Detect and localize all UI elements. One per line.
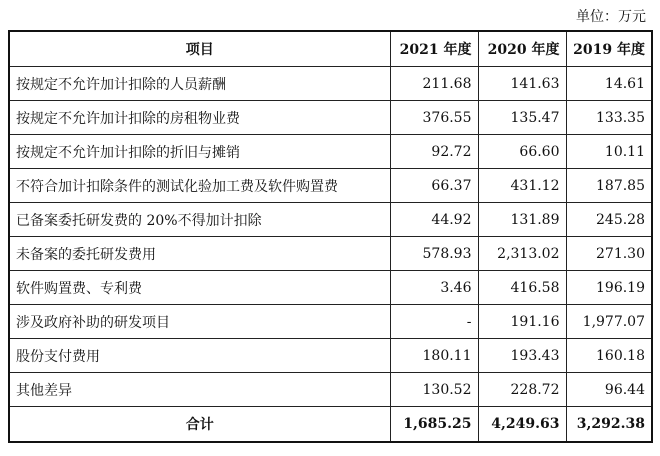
value-2020: 141.63 (478, 67, 566, 101)
table-row (9, 169, 652, 203)
value-2019: 160.18 (566, 339, 652, 373)
row-item: 其他差异 (9, 373, 390, 407)
row-item: 股份支付费用 (9, 339, 390, 373)
value-2019: 196.19 (566, 271, 652, 305)
value-2019: 245.28 (566, 203, 652, 237)
total-2020: 4,249.63 (478, 407, 566, 443)
value-2021: 376.55 (390, 101, 478, 135)
table-row (9, 271, 652, 305)
table-row (9, 135, 652, 169)
table-row (9, 101, 652, 135)
header-2020: 2020 年度 (478, 31, 566, 67)
table-row (9, 203, 652, 237)
row-item: 按规定不允许加计扣除的房租物业费 (9, 101, 390, 135)
row-item: 不符合加计扣除条件的测试化验加工费及软件购置费 (9, 169, 390, 203)
total-row (9, 407, 652, 443)
row-item: 按规定不允许加计扣除的折旧与摊销 (9, 135, 390, 169)
table-row (9, 339, 652, 373)
expense-adjustment-table (8, 30, 653, 443)
table-row (9, 67, 652, 101)
value-2020: 191.16 (478, 305, 566, 339)
value-2021: 130.52 (390, 373, 478, 407)
table-header-row (9, 31, 652, 67)
value-2021: 578.93 (390, 237, 478, 271)
value-2021: 92.72 (390, 135, 478, 169)
table-row (9, 305, 652, 339)
row-item: 按规定不允许加计扣除的人员薪酬 (9, 67, 390, 101)
value-2020: 228.72 (478, 373, 566, 407)
row-item: 未备案的委托研发费用 (9, 237, 390, 271)
value-2021: 44.92 (390, 203, 478, 237)
value-2019: 187.85 (566, 169, 652, 203)
table-row (9, 237, 652, 271)
value-2020: 131.89 (478, 203, 566, 237)
value-2020: 416.58 (478, 271, 566, 305)
value-2021: 180.11 (390, 339, 478, 373)
row-item: 已备案委托研发费的 20%不得加计扣除 (9, 203, 390, 237)
value-2020: 2,313.02 (478, 237, 566, 271)
value-2019: 1,977.07 (566, 305, 652, 339)
value-2019: 271.30 (566, 237, 652, 271)
unit-label: 单位：万元 (576, 9, 646, 25)
value-2019: 133.35 (566, 101, 652, 135)
value-2021: 211.68 (390, 67, 478, 101)
header-2019: 2019 年度 (566, 31, 652, 67)
total-2021: 1,685.25 (390, 407, 478, 443)
row-item: 软件购置费、专利费 (9, 271, 390, 305)
total-label: 合计 (9, 407, 390, 443)
value-2020: 193.43 (478, 339, 566, 373)
value-2021: 3.46 (390, 271, 478, 305)
value-2020: 66.60 (478, 135, 566, 169)
row-item: 涉及政府补助的研发项目 (9, 305, 390, 339)
value-2019: 96.44 (566, 373, 652, 407)
value-2021: 66.37 (390, 169, 478, 203)
value-2020: 135.47 (478, 101, 566, 135)
header-2021: 2021 年度 (390, 31, 478, 67)
value-2021: - (390, 305, 478, 339)
value-2019: 10.11 (566, 135, 652, 169)
table-row (9, 373, 652, 407)
total-2019: 3,292.38 (566, 407, 652, 443)
value-2020: 431.12 (478, 169, 566, 203)
value-2019: 14.61 (566, 67, 652, 101)
header-item: 项目 (9, 31, 390, 67)
